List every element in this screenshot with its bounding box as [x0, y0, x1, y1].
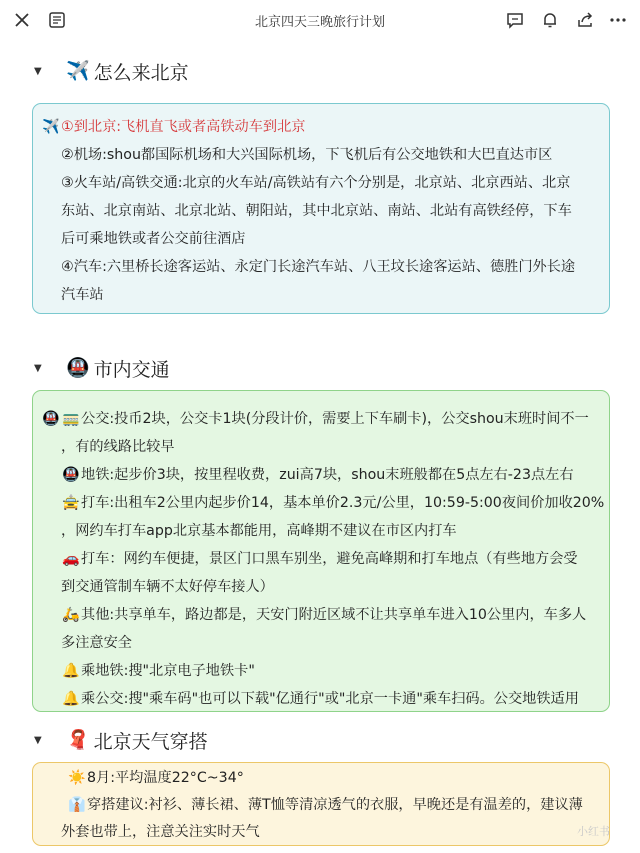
- callout-line: 到交通管制车辆不太好停车接人）: [61, 579, 274, 595]
- scooter-icon: 🛵: [62, 607, 80, 623]
- callout-line: ☀️8月:平均温度22°C~34°: [68, 770, 244, 786]
- section-title: 怎么来北京: [93, 61, 189, 84]
- bell-icon: 🔔: [62, 663, 80, 679]
- callout-line: ③火车站/高铁交通:北京的火车站/高铁站有六个分别是，北京站、北京西站、北京: [61, 175, 571, 191]
- tram-icon: 🚃: [62, 411, 80, 427]
- callout-line: ，网约车打车app北京基本都能用，高峰期不建议在市区内打车: [61, 523, 457, 539]
- taxi-icon: 🚖: [62, 495, 80, 511]
- callout-line: 🚖打车:出租车2公里内起步价14，基本单价2.3元/公里，10:59-5:00夜间价加收20%: [62, 495, 605, 511]
- comment-icon[interactable]: [503, 8, 527, 32]
- callout-arrival: [32, 103, 610, 314]
- watermark: 小红书: [577, 825, 610, 838]
- callout-transport: [32, 390, 610, 712]
- document-title: 北京四天三晚旅行计划: [254, 15, 385, 30]
- collapse-caret-icon[interactable]: ▼: [34, 362, 42, 374]
- callout-line: 🔔乘公交:搜"乘车码"也可以下载"亿通行"或"北京一卡通"乘车扫码。公交地铁适用: [62, 691, 579, 707]
- callout-line: 🚇地铁:起步价3块，按里程收费，zui高7块，shou末班般都在5点左右-23点左右: [62, 467, 574, 483]
- collapse-caret-icon[interactable]: ▼: [34, 734, 42, 746]
- callout-line: ②机场:shou都国际机场和大兴国际机场，下飞机后有公交地铁和大巴直达市区: [61, 147, 553, 163]
- shirt-icon: 👔: [68, 797, 86, 813]
- scarf-icon: 🧣: [66, 728, 90, 751]
- sun-icon: ☀️: [68, 770, 86, 786]
- section-title: 市内交通: [93, 358, 170, 381]
- callout-line: 多注意安全: [61, 635, 132, 651]
- callout-line: 🚗打车：网约车便捷，景区门口黑车别坐，避免高峰期和打车地点（有些地方会受: [62, 551, 578, 567]
- section-heading-arrival[interactable]: [34, 55, 189, 87]
- callout-line: 后可乘地铁或者公交前往酒店: [61, 231, 246, 247]
- top-bar: [0, 0, 640, 40]
- callout-line: 东站、北京南站、北京北站、朝阳站，其中北京站、南站、北站有高铁经停，下车: [61, 203, 572, 219]
- bell-icon: 🔔: [62, 691, 80, 707]
- more-icon[interactable]: [606, 8, 630, 32]
- airplane-icon: ✈️: [66, 59, 90, 82]
- callout-weather: [32, 762, 610, 846]
- callout-line: 汽车站: [61, 287, 104, 303]
- callout-line: 🚇 🚃公交:投币2块，公交卡1块(分段计价，需要上下车刷卡)，公交shou末班时间不一: [42, 411, 589, 427]
- section-heading-weather[interactable]: [34, 724, 208, 756]
- callout-line: 🔔乘地铁:搜"北京电子地铁卡": [62, 663, 255, 679]
- share-icon[interactable]: [573, 8, 597, 32]
- collapse-caret-icon[interactable]: ▼: [34, 65, 42, 77]
- section-title: 北京天气穿搭: [93, 730, 208, 753]
- metro-icon: 🚇: [42, 411, 60, 427]
- callout-line: 👔穿搭建议:衬衫、薄长裙、薄T恤等清凉透气的衣服，早晚还是有温差的，建议薄: [68, 797, 583, 813]
- callout-line: ④汽车:六里桥长途客运站、永定门长途汽车站、八王坟长途客运站、德胜门外长途: [61, 259, 576, 275]
- callout-line: ✈️①到北京:飞机直飞或者高铁动车到北京: [42, 119, 306, 135]
- airplane-icon: ✈️: [42, 119, 60, 135]
- car-icon: 🚗: [62, 551, 80, 567]
- metro-icon: 🚇: [66, 356, 90, 379]
- metro-icon: 🚇: [62, 467, 80, 483]
- callout-line: 外套也带上，注意关注实时天气: [61, 824, 260, 840]
- bell-icon[interactable]: [538, 8, 562, 32]
- callout-line: 🛵其他:共享单车，路边都是，天安门附近区域不让共享单车进入10公里内，车多人: [62, 607, 587, 623]
- callout-line: ，有的线路比较早: [61, 439, 175, 455]
- section-heading-transport[interactable]: [34, 352, 170, 384]
